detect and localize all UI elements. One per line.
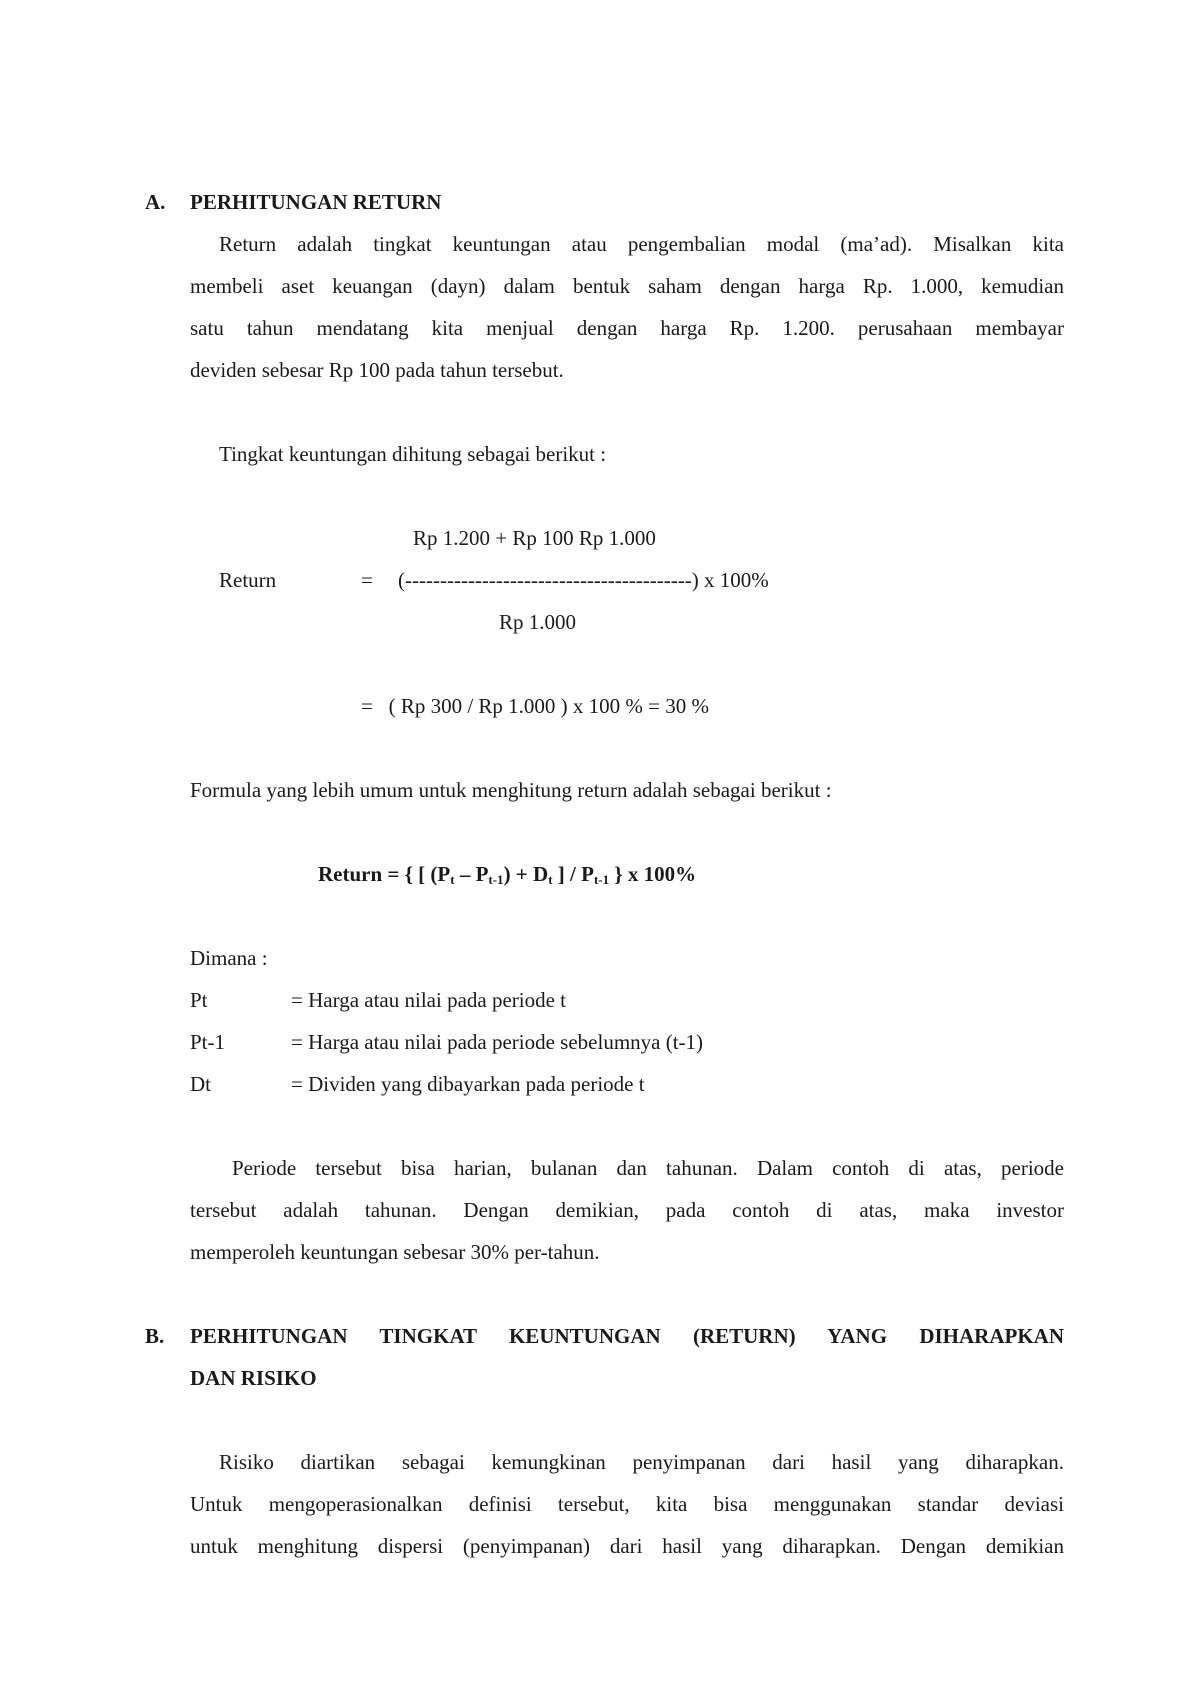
definition-desc: = Harga atau nilai pada periode sebelumnya (t-1) (291, 1030, 704, 1054)
para-line: Periode tersebut bisa harian, bulanan dan tahunan. Dalam contoh di atas, periode (232, 1156, 1064, 1180)
para-line: membeli aset keuangan (dayn) dalam bentuk saham dengan harga Rp. 1.000, kemudian (190, 274, 1064, 298)
where-label: Dimana : (190, 946, 268, 970)
calc-numerator: Rp 1.200 + Rp 100 Rp 1.000 (413, 526, 656, 550)
definition-desc: = Dividen yang dibayarkan pada periode t (291, 1072, 645, 1096)
calc-intro: Tingkat keuntungan dihitung sebagai berikut : (219, 442, 607, 466)
section-b-letter: B. (145, 1324, 165, 1348)
return-formula: Return = { [ $(P_t - P_{t-1}) + D_t$ ] / $P_{t-1}$ } x 100% (318, 862, 697, 887)
para-line: memperoleh keuntungan sebesar 30% per-tahun. (190, 1240, 600, 1264)
section-a-letter: A. (145, 190, 166, 214)
calc-fraction-line: (-----------------------------------------) x 100% (398, 568, 769, 592)
para-line: satu tahun mendatang kita menjual dengan harga Rp. 1.200. perusahaan membayar (190, 316, 1064, 340)
section-b-title: PERHITUNGAN TINGKAT KEUNTUNGAN (RETURN) YANG DIHARAPKAN (190, 1324, 1064, 1348)
calc-result: = ( Rp 300 / Rp 1.000 ) x 100 % = 30 % (361, 694, 710, 718)
calc-denominator: Rp 1.000 (499, 610, 577, 634)
section-b-title-cont: DAN RISIKO (190, 1366, 317, 1390)
para-line: tersebut adalah tahunan. Dengan demikian, pada contoh di atas, maka investor (190, 1198, 1064, 1222)
definition-term: Dt (190, 1072, 211, 1096)
para-line: Return adalah tingkat keuntungan atau pengembalian modal (ma’ad). Misalkan kita (219, 232, 1064, 256)
definition-desc: = Harga atau nilai pada periode t (291, 988, 567, 1012)
para-line: untuk menghitung dispersi (penyimpanan) dari hasil yang diharapkan. Dengan demikian (190, 1534, 1064, 1558)
para-line: Risiko diartikan sebagai kemungkinan penyimpanan dari hasil yang diharapkan. (219, 1450, 1064, 1474)
para-line: deviden sebesar Rp 100 pada tahun tersebut. (190, 358, 564, 382)
definition-term: Pt (190, 988, 208, 1012)
calc-equals: = (361, 568, 373, 592)
definition-term: Pt-1 (190, 1030, 226, 1054)
formula-intro: Formula yang lebih umum untuk menghitung return adalah sebagai berikut : (190, 778, 832, 802)
calc-label: Return (219, 568, 277, 592)
section-a-title: PERHITUNGAN RETURN (190, 190, 442, 214)
para-line: Untuk mengoperasionalkan definisi tersebut, kita bisa menggunakan standar deviasi (190, 1492, 1064, 1516)
